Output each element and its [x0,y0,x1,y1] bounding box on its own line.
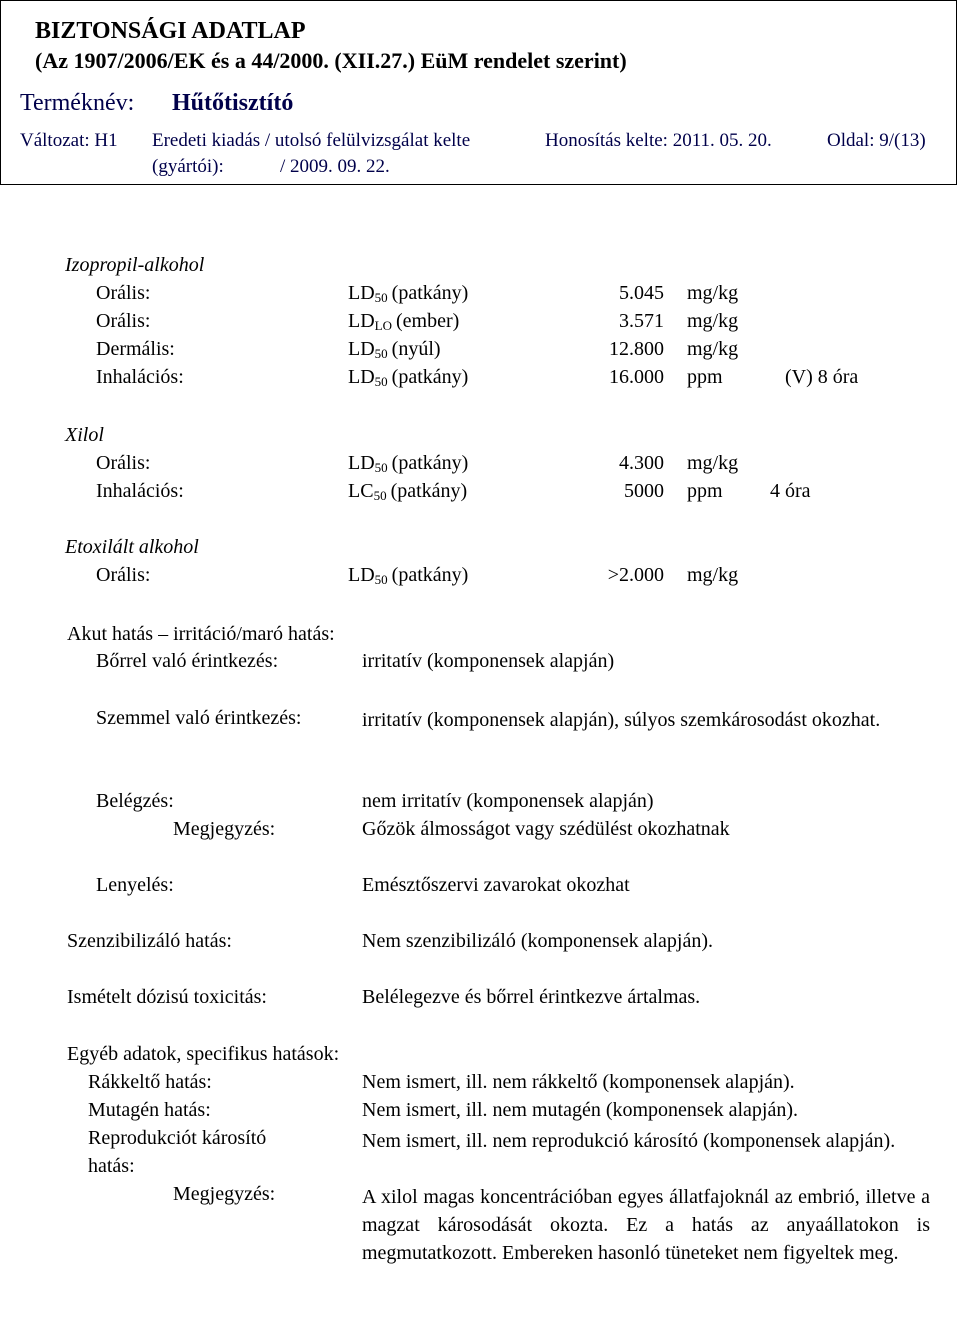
substance-name: Xilol [65,424,104,446]
metric-type: LD [348,282,375,304]
inhalation-label: Belégzés: [96,790,174,812]
skin-label: Bőrrel való érintkezés: [96,650,279,672]
acute-heading: Akut hatás – irritáció/maró hatás: [67,623,335,645]
eye-value: irritatív (komponensek alapján), súlyos szemkárosodást okozhat. [362,709,881,731]
product-name: Hűtőtisztító [172,90,294,116]
dose-value: 3.571 [619,310,664,332]
localization-date: Honosítás kelte: 2011. 05. 20. [545,130,772,151]
metric-type: LD [348,338,375,360]
mutagenic-value: Nem ismert, ill. nem mutagén (komponensek alapján). [362,1099,798,1121]
carcinogenic-value: Nem ismert, ill. nem rákkeltő (komponensek alapján). [362,1071,795,1093]
species: (patkány) [391,452,469,474]
dose-unit: mg/kg [687,338,739,360]
note-value: A xilol magas koncentrációban egyes állatfajoknál az embrió, illetve a magzat károsodását okozta. Ez a hatás az anyaállatokon is megmutatkozott. Embereken hasonló tüneteket nem figyeltek meg. [362,1186,930,1264]
route-label: Inhalációs: [96,480,184,502]
carcinogenic-label: Rákkeltő hatás: [88,1071,212,1093]
dose-unit: mg/kg [687,452,739,474]
toxicity-metric [348,310,459,334]
inhalation-value: nem irritatív (komponensek alapján) [362,790,654,812]
eye-label: Szemmel való érintkezés: [96,707,302,729]
inhalation-note-value: Gőzök álmosságot vagy szédülést okozhatnak [362,818,730,840]
route-label: Inhalációs: [96,366,184,388]
metric-subscript: 50 [374,346,388,361]
dose-unit: mg/kg [687,564,739,586]
metric-subscript: 50 [374,374,388,389]
exposure-note: (V) 8 óra [785,366,859,388]
mutagenic-label: Mutagén hatás: [88,1099,211,1121]
dose-value: 4.300 [619,452,664,474]
metric-type: LC [348,480,374,502]
toxicity-metric [348,480,467,504]
substance-name: Etoxilált alkohol [65,536,199,558]
dose-value: 5.045 [619,282,664,304]
reproductive-label: Reprodukciót károsító [88,1127,267,1149]
exposure-note: 4 óra [770,480,811,502]
metric-type: LD [348,452,375,474]
species: (patkány) [391,282,469,304]
route-label: Orális: [96,310,151,332]
metric-subscript: 50 [374,572,388,587]
toxicity-metric [348,452,468,476]
dose-unit: mg/kg [687,282,739,304]
route-label: Orális: [96,452,151,474]
inhalation-note-label: Megjegyzés: [173,818,276,840]
other-heading: Egyéb adatok, specifikus hatások: [67,1043,340,1065]
skin-value: irritatív (komponensek alapján) [362,650,615,672]
issue-label: Eredeti kiadás / utolsó felülvizsgálat kelte [152,130,471,151]
issue-date: / 2009. 09. 22. [280,156,390,177]
metric-type: LD [348,564,375,586]
sensitization-label: Szenzibilizáló hatás: [67,930,232,952]
dose-value: 5000 [624,480,664,502]
reproductive-label-2: hatás: [88,1155,135,1177]
route-label: Orális: [96,282,151,304]
document-subtitle: (Az 1907/2006/EK és a 44/2000. (XII.27.) EüM rendelet szerint) [35,48,627,73]
species: (patkány) [391,366,469,388]
toxicity-metric [348,366,468,390]
product-label: Terméknév: [20,90,135,116]
route-label: Dermális: [96,338,175,360]
sensitization-value: Nem szenzibilizáló (komponensek alapján). [362,930,713,952]
page-number: Oldal: 9/(13) [827,130,926,151]
dose-value: 12.800 [609,338,664,360]
ingestion-value: Emésztőszervi zavarokat okozhat [362,874,630,896]
species: (nyúl) [391,338,441,360]
toxicity-metric [348,564,468,588]
dose-value: >2.000 [607,564,664,586]
dose-value: 16.000 [609,366,664,388]
dose-unit: ppm [687,480,723,502]
metric-subscript: 50 [374,460,388,475]
metric-type: LD [348,310,375,332]
metric-type: LD [348,366,375,388]
metric-subscript: 50 [373,488,387,503]
species: (patkány) [391,564,469,586]
metric-subscript: 50 [374,290,388,305]
route-label: Orális: [96,564,151,586]
dose-unit: mg/kg [687,310,739,332]
version: Változat: H1 [20,130,118,151]
metric-subscript: LO [374,318,393,333]
dose-unit: ppm [687,366,723,388]
reproductive-value: Nem ismert, ill. nem reprodukció károsító (komponensek alapján). [362,1130,896,1152]
repeated-dose-value: Belélegezve és bőrrel érintkezve ártalmas. [362,986,701,1008]
toxicity-metric [348,282,468,306]
issue-label-2: (gyártói): [152,156,224,177]
document-title: BIZTONSÁGI ADATLAP [35,18,306,44]
species: (ember) [396,310,460,332]
species: (patkány) [390,480,468,502]
ingestion-label: Lenyelés: [96,874,174,896]
toxicity-metric [348,338,441,362]
repeated-dose-label: Ismételt dózisú toxicitás: [67,986,267,1008]
note-label: Megjegyzés: [173,1183,276,1205]
substance-name: Izopropil-alkohol [65,254,205,276]
